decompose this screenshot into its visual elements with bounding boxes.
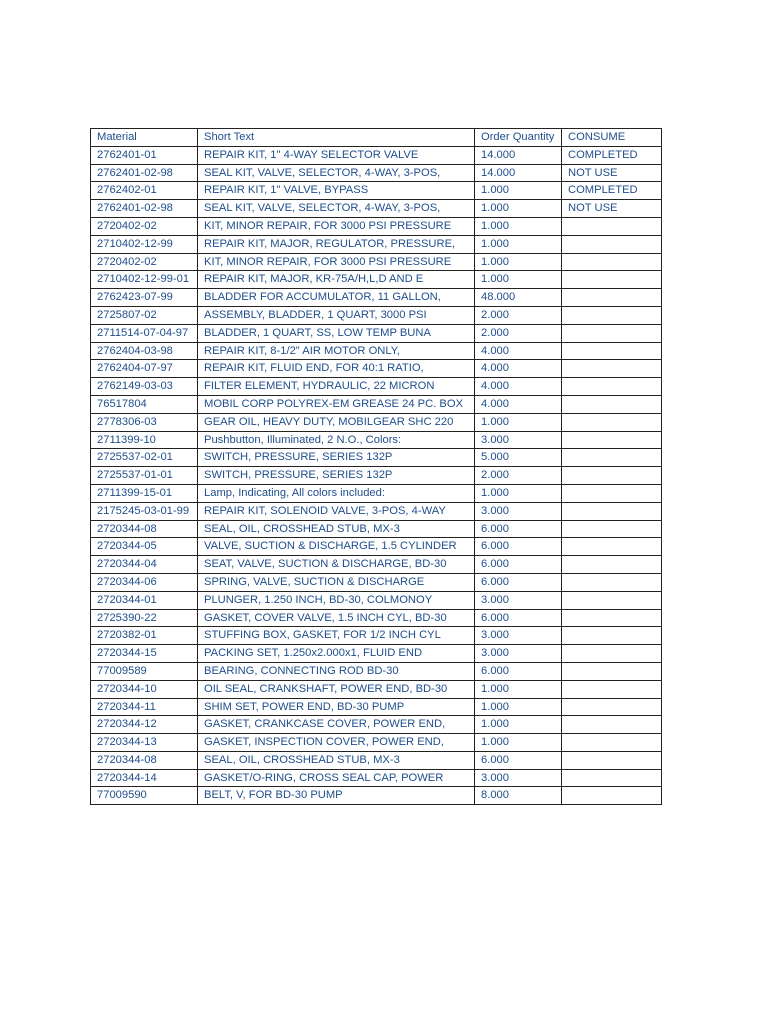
consume-cell (562, 342, 662, 360)
short-text-cell: VALVE, SUCTION & DISCHARGE, 1.5 CYLINDER (198, 538, 475, 556)
consume-cell: NOT USE (562, 164, 662, 182)
consume-cell (562, 520, 662, 538)
short-text-cell: SEAL, OIL, CROSSHEAD STUB, MX-3 (198, 520, 475, 538)
material-cell: 2720344-15 (91, 645, 198, 663)
order-quantity-cell: 6.000 (475, 662, 562, 680)
material-cell: 2720344-08 (91, 520, 198, 538)
table-row (91, 395, 662, 413)
material-cell: 2762401-02-98 (91, 164, 198, 182)
order-quantity-cell: 4.000 (475, 378, 562, 396)
material-table (90, 128, 662, 805)
short-text-cell: BELT, V, FOR BD-30 PUMP (198, 787, 475, 805)
consume-cell (562, 751, 662, 769)
order-quantity-cell: 3.000 (475, 645, 562, 663)
order-quantity-cell: 1.000 (475, 253, 562, 271)
material-cell: 2720344-14 (91, 769, 198, 787)
material-cell: 2711399-10 (91, 431, 198, 449)
table-row (91, 787, 662, 805)
short-text-cell: REPAIR KIT, 8-1/2" AIR MOTOR ONLY, (198, 342, 475, 360)
table-row (91, 698, 662, 716)
short-text-cell: KIT, MINOR REPAIR, FOR 3000 PSI PRESSURE (198, 253, 475, 271)
table-row (91, 324, 662, 342)
table-row (91, 360, 662, 378)
table-row (91, 235, 662, 253)
short-text-cell: REPAIR KIT, MAJOR, REGULATOR, PRESSURE, (198, 235, 475, 253)
table-header (91, 129, 662, 147)
table-row (91, 413, 662, 431)
table-row (91, 306, 662, 324)
consume-cell (562, 609, 662, 627)
order-quantity-cell: 1.000 (475, 680, 562, 698)
material-cell: 2720344-11 (91, 698, 198, 716)
consume-cell (562, 289, 662, 307)
material-cell: 2710402-12-99 (91, 235, 198, 253)
material-cell: 2762404-03-98 (91, 342, 198, 360)
short-text-cell: FILTER ELEMENT, HYDRAULIC, 22 MICRON (198, 378, 475, 396)
table-row (91, 645, 662, 663)
consume-cell (562, 467, 662, 485)
material-cell: 2720344-08 (91, 751, 198, 769)
material-cell: 2762401-02-98 (91, 200, 198, 218)
short-text-cell: Pushbutton, Illuminated, 2 N.O., Colors: (198, 431, 475, 449)
short-text-cell: SEAL, OIL, CROSSHEAD STUB, MX-3 (198, 751, 475, 769)
order-quantity-cell: 4.000 (475, 342, 562, 360)
table-row (91, 431, 662, 449)
consume-cell (562, 378, 662, 396)
material-cell: 77009589 (91, 662, 198, 680)
order-quantity-cell: 2.000 (475, 467, 562, 485)
order-quantity-cell: 48.000 (475, 289, 562, 307)
short-text-cell: REPAIR KIT, 1" 4-WAY SELECTOR VALVE (198, 146, 475, 164)
short-text-cell: BLADDER FOR ACCUMULATOR, 11 GALLON, (198, 289, 475, 307)
short-text-cell: PACKING SET, 1.250x2.000x1, FLUID END (198, 645, 475, 663)
material-cell: 2720344-10 (91, 680, 198, 698)
order-quantity-cell: 1.000 (475, 271, 562, 289)
order-quantity-cell: 6.000 (475, 573, 562, 591)
order-quantity-cell: 6.000 (475, 556, 562, 574)
consume-cell (562, 235, 662, 253)
order-quantity-cell: 8.000 (475, 787, 562, 805)
order-quantity-cell: 3.000 (475, 627, 562, 645)
consume-cell (562, 360, 662, 378)
table-row (91, 520, 662, 538)
material-cell: 2778306-03 (91, 413, 198, 431)
material-cell: 2720382-01 (91, 627, 198, 645)
material-cell: 2762149-03-03 (91, 378, 198, 396)
material-cell: 2762401-01 (91, 146, 198, 164)
header-consume: CONSUME (562, 129, 662, 147)
table-row (91, 591, 662, 609)
header-row (91, 129, 662, 147)
table-row (91, 662, 662, 680)
short-text-cell: SEAT, VALVE, SUCTION & DISCHARGE, BD-30 (198, 556, 475, 574)
short-text-cell: GEAR OIL, HEAVY DUTY, MOBILGEAR SHC 220 (198, 413, 475, 431)
header-order-quantity: Order Quantity (475, 129, 562, 147)
short-text-cell: OIL SEAL, CRANKSHAFT, POWER END, BD-30 (198, 680, 475, 698)
material-cell: 2720344-01 (91, 591, 198, 609)
short-text-cell: ASSEMBLY, BLADDER, 1 QUART, 3000 PSI (198, 306, 475, 324)
short-text-cell: Lamp, Indicating, All colors included: (198, 484, 475, 502)
order-quantity-cell: 3.000 (475, 502, 562, 520)
material-cell: 2720402-02 (91, 253, 198, 271)
order-quantity-cell: 1.000 (475, 734, 562, 752)
short-text-cell: REPAIR KIT, 1" VALVE, BYPASS (198, 182, 475, 200)
table-body (91, 146, 662, 804)
order-quantity-cell: 14.000 (475, 146, 562, 164)
table-row (91, 502, 662, 520)
consume-cell (562, 395, 662, 413)
consume-cell (562, 787, 662, 805)
short-text-cell: BEARING, CONNECTING ROD BD-30 (198, 662, 475, 680)
short-text-cell: SWITCH, PRESSURE, SERIES 132P (198, 449, 475, 467)
table-row (91, 182, 662, 200)
order-quantity-cell: 1.000 (475, 235, 562, 253)
order-quantity-cell: 1.000 (475, 716, 562, 734)
material-cell: 2720344-13 (91, 734, 198, 752)
consume-cell (562, 306, 662, 324)
order-quantity-cell: 5.000 (475, 449, 562, 467)
table-row (91, 538, 662, 556)
material-cell: 2720402-02 (91, 217, 198, 235)
short-text-cell: STUFFING BOX, GASKET, FOR 1/2 INCH CYL (198, 627, 475, 645)
consume-cell (562, 484, 662, 502)
short-text-cell: REPAIR KIT, MAJOR, KR-75A/H,L,D AND E (198, 271, 475, 289)
table-row (91, 146, 662, 164)
short-text-cell: REPAIR KIT, FLUID END, FOR 40:1 RATIO, (198, 360, 475, 378)
table-row (91, 164, 662, 182)
consume-cell (562, 591, 662, 609)
short-text-cell: SEAL KIT, VALVE, SELECTOR, 4-WAY, 3-POS, (198, 164, 475, 182)
table-row (91, 556, 662, 574)
material-cell: 77009590 (91, 787, 198, 805)
order-quantity-cell: 4.000 (475, 360, 562, 378)
short-text-cell: SHIM SET, POWER END, BD-30 PUMP (198, 698, 475, 716)
material-cell: 2725390-22 (91, 609, 198, 627)
order-quantity-cell: 3.000 (475, 769, 562, 787)
order-quantity-cell: 4.000 (475, 395, 562, 413)
consume-cell (562, 431, 662, 449)
order-quantity-cell: 3.000 (475, 431, 562, 449)
table-row (91, 467, 662, 485)
table-row (91, 289, 662, 307)
order-quantity-cell: 3.000 (475, 591, 562, 609)
table-row (91, 449, 662, 467)
table-row (91, 253, 662, 271)
order-quantity-cell: 6.000 (475, 609, 562, 627)
consume-cell (562, 734, 662, 752)
material-cell: 2711399-15-01 (91, 484, 198, 502)
consume-cell (562, 324, 662, 342)
consume-cell: NOT USE (562, 200, 662, 218)
short-text-cell: GASKET, COVER VALVE, 1.5 INCH CYL, BD-30 (198, 609, 475, 627)
consume-cell (562, 662, 662, 680)
table-row (91, 716, 662, 734)
short-text-cell: GASKET, CRANKCASE COVER, POWER END, (198, 716, 475, 734)
table-row (91, 627, 662, 645)
consume-cell (562, 698, 662, 716)
consume-cell (562, 645, 662, 663)
short-text-cell: PLUNGER, 1.250 INCH, BD-30, COLMONOY (198, 591, 475, 609)
material-cell: 2720344-05 (91, 538, 198, 556)
short-text-cell: GASKET/O-RING, CROSS SEAL CAP, POWER (198, 769, 475, 787)
table-row (91, 680, 662, 698)
consume-cell (562, 716, 662, 734)
consume-cell (562, 538, 662, 556)
consume-cell (562, 502, 662, 520)
material-cell: 76517804 (91, 395, 198, 413)
material-cell: 2762423-07-99 (91, 289, 198, 307)
order-quantity-cell: 6.000 (475, 538, 562, 556)
order-quantity-cell: 6.000 (475, 751, 562, 769)
short-text-cell: SEAL KIT, VALVE, SELECTOR, 4-WAY, 3-POS, (198, 200, 475, 218)
header-short-text: Short Text (198, 129, 475, 147)
consume-cell (562, 413, 662, 431)
consume-cell (562, 627, 662, 645)
header-material: Material (91, 129, 198, 147)
short-text-cell: SWITCH, PRESSURE, SERIES 132P (198, 467, 475, 485)
table-row (91, 200, 662, 218)
material-cell: 2710402-12-99-01 (91, 271, 198, 289)
order-quantity-cell: 2.000 (475, 324, 562, 342)
order-quantity-cell: 14.000 (475, 164, 562, 182)
consume-cell: COMPLETED (562, 182, 662, 200)
material-cell: 2762404-07-97 (91, 360, 198, 378)
consume-cell (562, 217, 662, 235)
table-row (91, 484, 662, 502)
table-row (91, 217, 662, 235)
short-text-cell: MOBIL CORP POLYREX-EM GREASE 24 PC. BOX (198, 395, 475, 413)
short-text-cell: GASKET, INSPECTION COVER, POWER END, (198, 734, 475, 752)
material-cell: 2720344-12 (91, 716, 198, 734)
order-quantity-cell: 1.000 (475, 217, 562, 235)
order-quantity-cell: 1.000 (475, 484, 562, 502)
order-quantity-cell: 1.000 (475, 182, 562, 200)
short-text-cell: BLADDER, 1 QUART, SS, LOW TEMP BUNA (198, 324, 475, 342)
order-quantity-cell: 1.000 (475, 200, 562, 218)
material-cell: 2725537-02-01 (91, 449, 198, 467)
consume-cell: COMPLETED (562, 146, 662, 164)
table-row (91, 378, 662, 396)
table-row (91, 769, 662, 787)
consume-cell (562, 556, 662, 574)
order-quantity-cell: 6.000 (475, 520, 562, 538)
table-row (91, 573, 662, 591)
short-text-cell: SPRING, VALVE, SUCTION & DISCHARGE (198, 573, 475, 591)
table-row (91, 271, 662, 289)
material-cell: 2725807-02 (91, 306, 198, 324)
material-cell: 2711514-07-04-97 (91, 324, 198, 342)
material-cell: 2720344-04 (91, 556, 198, 574)
short-text-cell: REPAIR KIT, SOLENOID VALVE, 3-POS, 4-WAY (198, 502, 475, 520)
order-quantity-cell: 2.000 (475, 306, 562, 324)
consume-cell (562, 271, 662, 289)
table-row (91, 342, 662, 360)
material-cell: 2762402-01 (91, 182, 198, 200)
order-quantity-cell: 1.000 (475, 413, 562, 431)
consume-cell (562, 253, 662, 271)
consume-cell (562, 573, 662, 591)
table-row (91, 734, 662, 752)
order-quantity-cell: 1.000 (475, 698, 562, 716)
table-row (91, 609, 662, 627)
consume-cell (562, 449, 662, 467)
material-cell: 2725537-01-01 (91, 467, 198, 485)
material-cell: 2720344-06 (91, 573, 198, 591)
table-row (91, 751, 662, 769)
short-text-cell: KIT, MINOR REPAIR, FOR 3000 PSI PRESSURE (198, 217, 475, 235)
material-cell: 2175245-03-01-99 (91, 502, 198, 520)
consume-cell (562, 680, 662, 698)
consume-cell (562, 769, 662, 787)
